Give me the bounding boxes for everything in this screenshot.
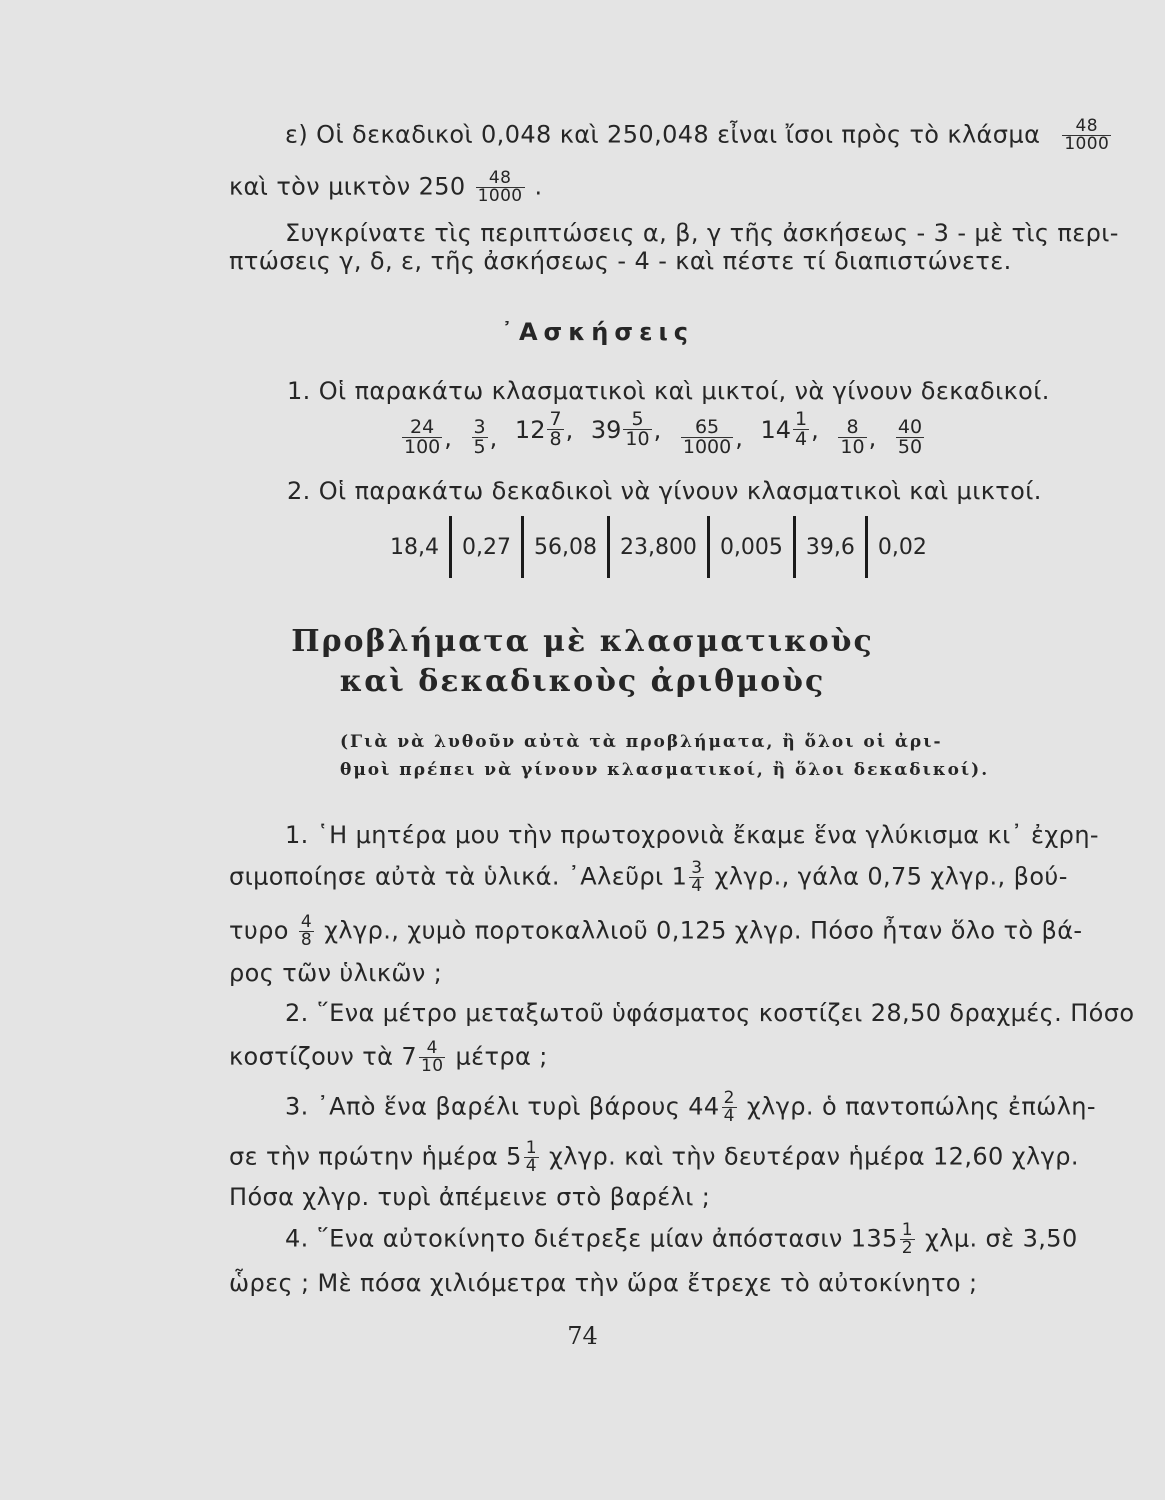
fraction-item: $\frac{24}{100}$ , <box>404 416 452 458</box>
fraction-item: $\frac{3}{5}$ , <box>473 416 498 458</box>
fraction: $\frac{48}{1000}$ <box>477 168 523 206</box>
compare-line2: πτώσεις γ, δ, ε, τῆς ἀσκήσεως - 4 - καὶ πέστε τί διαπιστώνετε. <box>229 247 1012 275</box>
exercise1-fractions <box>400 410 936 457</box>
exercise2-text: 2. Οἱ παρακάτω δεκαδικοὶ νὰ γίνουν κλασματικοὶ καὶ μικτοί. <box>287 477 1042 505</box>
problem3-line2: σε τὴν πρώτην ἡμέρα 5 $\frac{1}{4}$ χλγρ. καὶ τὴν δευτέραν ἡμέρα 12,60 χλγρ. <box>229 1138 1079 1176</box>
problems-heading-line2: καὶ δεκαδικοὺς ἀριθμοὺς <box>339 664 826 699</box>
fraction-item: $\frac{65}{1000}$ , <box>682 416 743 458</box>
fraction: $\frac{5}{10}$ <box>625 408 650 450</box>
problem4-line2: ὧρες ; Μὲ πόσα χιλιόμετρα τὴν ὥρα ἔτρεχε τὸ αὐτοκίνητο ; <box>229 1269 978 1297</box>
problem4-line1: 4. ῞Ενα αὐτοκίνητο διέτρεξε μίαν ἀπόστασιν 135 $\frac{1}{2}$ χλμ. σὲ 3,50 <box>285 1220 1078 1258</box>
decimal-cell: 39,6 <box>793 516 865 578</box>
note-line2: θμοὶ πρέπει νὰ γίνουν κλασματικοί, ἢ ὅλοι δεκαδικοί). <box>340 760 990 780</box>
fraction: $\frac{3}{4}$ <box>691 858 703 896</box>
fraction: $\frac{4}{8}$ <box>300 912 313 950</box>
decimal-cell: 23,800 <box>607 516 707 578</box>
problem3-line1: 3. ᾿Απὸ ἕνα βαρέλι τυρὶ βάρους 44 $\frac{2}{4}$ χλγρ. ὁ παντοπώλης ἐπώλη- <box>285 1088 1096 1126</box>
problem1-line2: σιμοποίησε αὐτὰ τὰ ὑλικά. ᾿Αλεῦρι 1 $\frac{3}{4}$ χλγρ., γάλα 0,75 χλγρ., βού- <box>229 858 1068 896</box>
fraction: $\frac{7}{8}$ <box>549 408 562 450</box>
fraction: $\frac{1}{4}$ <box>525 1138 538 1176</box>
fraction-item <box>894 418 926 457</box>
fraction-item: 12 $\frac{7}{8}$ , <box>514 408 574 450</box>
fraction: $\frac{8}{10}$ <box>840 416 865 458</box>
decimal-cell: 0,27 <box>449 516 521 578</box>
fraction: $\frac{4}{10}$ <box>421 1038 444 1076</box>
fraction: $\frac{65}{1000}$ <box>682 416 732 458</box>
fraction: $\frac{48}{1000}$ <box>1064 116 1110 154</box>
part-e-line1: ε) Οἱ δεκαδικοὶ 0,048 καὶ 250,048 εἶναι ἴσοι πρὸς τὸ κλάσμα $\frac{48}{1000}$ <box>285 116 1110 154</box>
note-line1: (Γιὰ νὰ λυθοῦν αὐτὰ τὰ προβλήματα, ἢ ὅλοι οἱ ἀρι- <box>340 732 943 752</box>
problem2-line1: 2. ῞Ενα μέτρο μεταξωτοῦ ὑφάσματος κοστίζει 28,50 δραχμές. Πόσο <box>285 999 1135 1027</box>
decimal-cell: 0,02 <box>865 516 937 578</box>
fraction: $\frac{40}{50}$ <box>897 416 923 458</box>
part-e-line2: καὶ τὸν μικτὸν 250 $\frac{48}{1000}$ . <box>229 168 543 206</box>
decimal-cell: 18,4 <box>390 534 439 560</box>
exercises-heading: ᾿Ασκήσεις <box>500 318 695 346</box>
fraction: $\frac{24}{100}$ <box>404 416 441 458</box>
problem3-line3: Πόσα χλγρ. τυρὶ ἀπέμεινε στὸ βαρέλι ; <box>229 1183 711 1211</box>
problem1-line1: 1. ῾Η μητέρα μου τὴν πρωτοχρονιὰ ἔκαμε ἕνα γλύκισμα κι᾿ ἐχρη- <box>285 821 1099 849</box>
exercise2-decimals <box>380 516 937 578</box>
fraction: $\frac{2}{4}$ <box>723 1088 735 1126</box>
fraction: $\frac{3}{5}$ <box>473 416 486 458</box>
page-number: 74 <box>567 1322 598 1350</box>
compare-line1: Συγκρίνατε τὶς περιπτώσεις α, β, γ τῆς ἀσκήσεως - 3 - μὲ τὶς περι- <box>285 219 1119 247</box>
fraction-item: 14 $\frac{1}{4}$ , <box>760 408 819 450</box>
problem1-line3: τυρο $\frac{4}{8}$ χλγρ., χυμὸ πορτοκαλλιοῦ 0,125 χλγρ. Πόσο ἦταν ὅλο τὸ βά- <box>229 912 1083 950</box>
fraction: $\frac{1}{2}$ <box>901 1220 913 1258</box>
fraction-item: $\frac{8}{10}$ , <box>840 416 877 458</box>
fraction-item: 39 $\frac{5}{10}$ , <box>590 408 662 450</box>
problem1-line4: ρος τῶν ὑλικῶν ; <box>229 959 443 987</box>
exercise1-text: 1. Οἱ παρακάτω κλασματικοὶ καὶ μικτοί, νὰ γίνουν δεκαδικοί. <box>287 377 1050 405</box>
decimal-cell: 0,005 <box>707 516 793 578</box>
problem2-line2: κοστίζουν τὰ 7 $\frac{4}{10}$ μέτρα ; <box>229 1038 548 1076</box>
fraction: $\frac{1}{4}$ <box>795 408 808 450</box>
decimal-cell: 56,08 <box>521 516 607 578</box>
problems-heading-line1: Προβλήματα μὲ κλασματικοὺς <box>291 624 874 659</box>
